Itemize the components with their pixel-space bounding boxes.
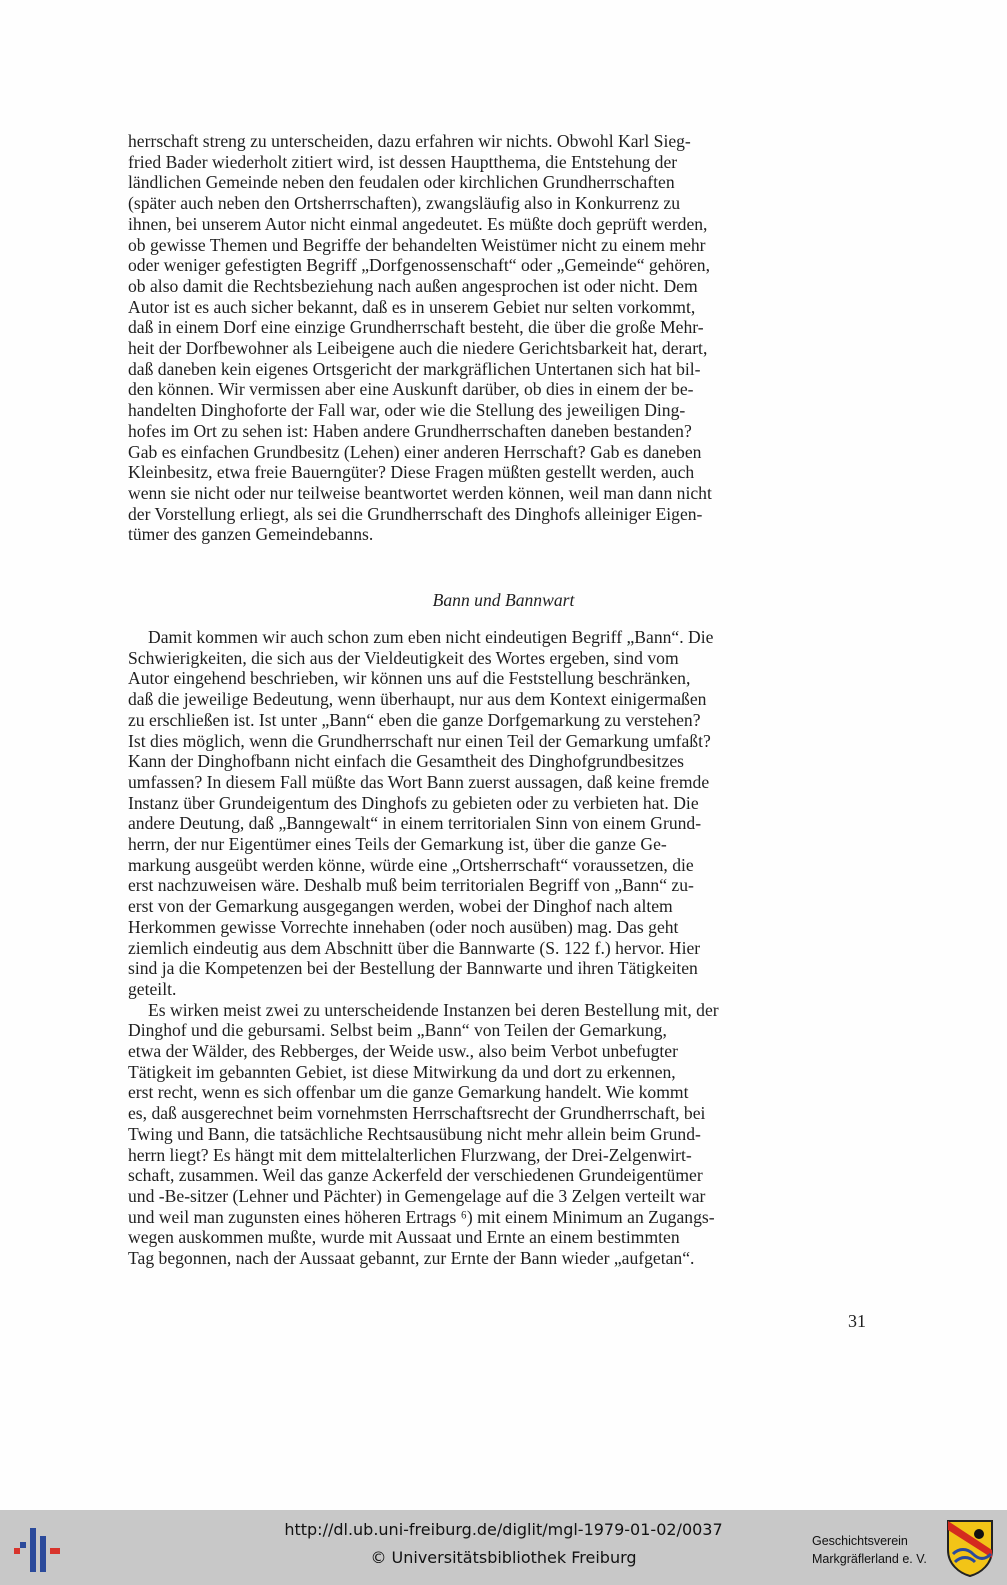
text-block-lower [128, 627, 868, 1269]
society-name[interactable] [812, 1532, 932, 1568]
paragraph-1: herrschaft streng zu unterscheiden, dazu erfahren wir nichts. Obwohl Karl Sieg- fried Bader wiederholt zitiert wird, ist dessen Hauptthema, die Entstehung der ländlichen Gemeinde neben den feudalen oder kirchlichen Grundherrschaften (später auch neben den Ortsherrschaften), zwangsläufig also in Konkurrenz zu ihnen, bei unserem Autor nicht einmal angedeutet. Es müßte doch geprüft werden, ob gewisse Themen und Begriffe der behandelten Weistümer nicht zu einem mehr oder weniger gefestigten Begriff „Dorfgenossenschaft“ oder „Gemeinde“ gehören, ob also damit die Rechtsbeziehung nach außen angesprochen ist oder nicht. Dem Autor ist es auch sicher bekannt, daß es in unserem Gebiet nur selten vorkommt, daß in einem Dorf eine einzige Grundherrschaft besteht, die über die große Mehr- heit der Dorfbewohner als Leibeigene auch die niedere Gerichtsbarkeit hat, derart, daß daneben kein eigenes Ortsgericht der markgräflichen Untertanen sich hat bil- den können. Wir vermissen aber eine Auskunft darüber, ob dies in einem der be- handelten Dinghoforte der Fall war, oder wie die Stellung des jeweiligen Ding- hofes im Ort zu sehen ist: Haben andere Grundherrschaften daneben bestanden? Gab es einfachen Grundbesitz (Lehen) einer anderen Herrschaft? Gab es daneben Kleinbesitz, etwa freie Bauerngüter? Diese Fragen müßten gestellt werden, auch wenn sie nicht oder nur teilweise beantwortet werden können, weil man dann nicht der Vorstellung erliegt, als sei die Grundherrschaft des Dinghofs alleiniger Eigen- tümer des ganzen Gemeindebanns. [128, 131, 712, 545]
crest-icon[interactable] [945, 1518, 995, 1578]
footer-bar [0, 1510, 1007, 1585]
copyright-text: © Universitätsbibliothek Freiburg [370, 1548, 637, 1567]
text-block-upper [128, 131, 868, 545]
paragraph-3: Es wirken meist zwei zu unterscheidende Instanzen bei deren Bestellung mit, der Dinghof und die gebursami. Selbst beim „Bann“ von Teilen der Gemarkung, etwa der Wälder, des Rebberges, der Weide usw., also beim Verbot unbefugter Tätigkeit im gebannten Gebiet, ist diese Mitwirkung da und dort zu erkennen, erst recht, wenn es sich offenbar um die ganze Gemarkung handelt. Wie kommt es, daß ausgerechnet beim vornehmsten Herrschaftsrecht der Grundherrschaft, bei Twing und Bann, die tatsächliche Rechtsausübung nicht mehr allein beim Grund- herrn liegt? Es hängt mit dem mittelalterlichen Flurzwang, der Drei-Zelgenwirt- schaft, zusammen. Weil das ganze Ackerfeld der verschiedenen Grundeigentümer und -Be-sitzer (Lehner und Pächter) in Gemengelage auf die 3 Zelgen verteilt war und weil man zugunsten eines höheren Ertrags ⁶) mit einem Minimum an Zugangs- wegen auskommen mußte, wurde mit Aussaat und Ernte an einem bestimmten Tag begonnen, nach der Aussaat gebannt, zur Ernte der Bann wieder „aufgetan“. [128, 999, 719, 1269]
document-url-link[interactable]: http://dl.ub.uni-freiburg.de/diglit/mgl-1979-01-02/0037 [284, 1520, 723, 1539]
section-heading: Bann und Bannwart [432, 590, 575, 610]
page-number: 31 [848, 1311, 866, 1331]
society-name-line-2: Markgräflerland e. V. [812, 1552, 927, 1566]
paragraph-2: Damit kommen wir auch schon zum eben nicht eindeutigen Begriff „Bann“. Die Schwierigkeiten, die sich aus der Vieldeutigkeit des Wortes ergeben, sind vom Autor eingehend beschrieben, wir können uns auf die Feststellung beschränken, daß die jeweilige Bedeutung, wenn überhaupt, nur aus dem Kontext einigermaßen zu erschließen ist. Ist unter „Bann“ eben die ganze Dorfgemarkung zu verstehen? Ist dies möglich, wenn die Grundherrschaft nur einen Teil der Gemarkung umfaßt? Kann der Dinghofbann nicht einfach die Gesamtheit des Dinghofgrundbesitzes umfassen? In diesem Fall müßte das Wort Bann zuerst aussagen, daß keine fremde Instanz über Grundeigentum des Dinghofs zu gebieten oder zu verbieten hat. Die andere Deutung, daß „Banngewalt“ in einem territorialen Sinn von einem Grund- herrn, der nur Eigentümer eines Teils der Gemarkung ist, über die ganze Ge- markung ausgeübt werden könne, würde eine „Ortsherrschaft“ voraussetzen, die erst nachzuweisen wäre. Deshalb muß beim territorialen Begriff von „Bann“ zu- erst von der Gemarkung ausgegangen werden, wobei der Dinghof nach altem Herkommen gewisse Vorrechte innehaben (oder noch ausüben) mag. Das geht ziemlich eindeutig aus dem Abschnitt über die Bannwarte (S. 122 f.) hervor. Hier sind ja die Kompetenzen bei der Bestellung der Bannwarte und ihren Tätigkeiten geteilt. [128, 627, 714, 999]
society-name-line-1: Geschichtsverein [812, 1534, 908, 1548]
